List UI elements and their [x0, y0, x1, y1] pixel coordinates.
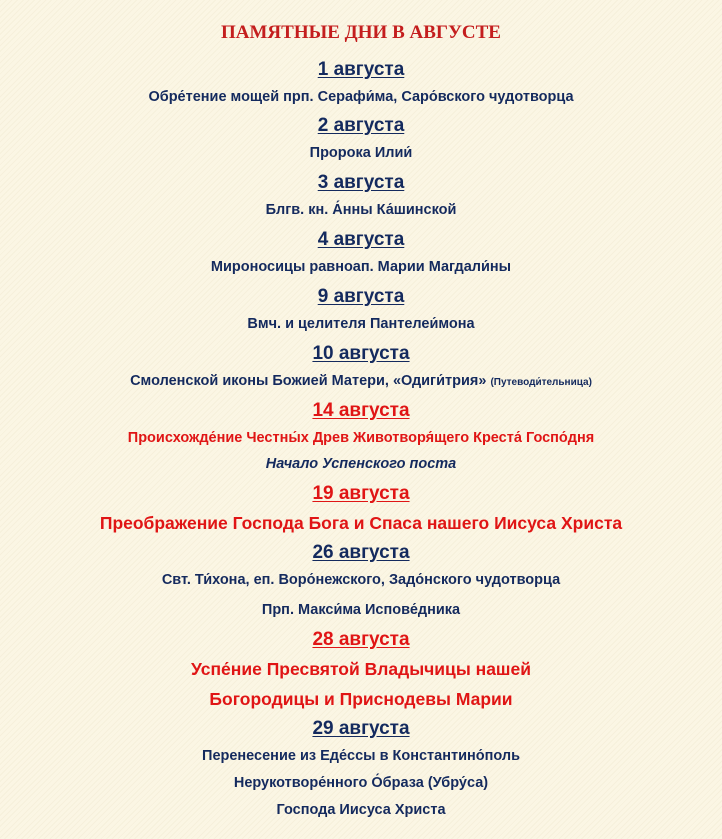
commemoration-text: Блгв. кн. А́нны Ка́шинской [265, 202, 457, 218]
date-heading: 1 августа [317, 59, 405, 80]
date-heading: 14 августа [312, 400, 410, 421]
commemoration-text: Перенесение из Еде́ссы в Константино́поль [202, 748, 520, 764]
date-heading: 4 августа [317, 229, 405, 250]
commemoration-row [0, 373, 722, 389]
date-heading: 29 августа [312, 718, 410, 739]
feast-text: Успе́ние Пресвятой Владычицы нашей [190, 659, 532, 679]
commemoration-text: Обре́тение мощей прп. Серафи́ма, Саро́вского чудотворца [148, 89, 574, 105]
commemoration-text: Нерукотворе́нного О́браза (Убру́са) [233, 775, 489, 791]
commemoration-text: Свт. Ти́хона, еп. Воро́нежского, Задо́нского чудотворца [161, 572, 561, 588]
commemoration-note: (Путеводи́тельница) [490, 377, 592, 388]
commemoration-text: Происхожде́ние Честны́х Древ Животворя́щего Креста́ Госпо́дня [127, 430, 595, 446]
commemoration-text: Прп. Макси́ма Испове́дника [261, 602, 461, 618]
date-heading: 2 августа [317, 115, 405, 136]
date-heading: 10 августа [312, 343, 410, 364]
commemoration-text: Господа Иисуса Христа [276, 802, 446, 818]
date-heading: 28 августа [312, 629, 410, 650]
feast-text: Богородицы и Приснодевы Марии [209, 689, 513, 709]
date-heading: 3 августа [317, 172, 405, 193]
page-title: ПАМЯТНЫЕ ДНИ В АВГУСТЕ [221, 22, 501, 43]
date-heading: 26 августа [312, 542, 410, 563]
date-heading: 9 августа [317, 286, 405, 307]
commemoration-text: Вмч. и целителя Пантелеи́мона [247, 316, 475, 332]
commemoration-text: Мироносицы равноап. Марии Магдали́ны [210, 259, 512, 275]
feast-text: Преображение Господа Бога и Спаса нашего Иисуса Христа [99, 513, 623, 533]
fast-note: Начало Успенского поста [265, 456, 457, 472]
date-heading: 19 августа [312, 483, 410, 504]
commemoration-text: Пророка Илии́ [309, 145, 413, 161]
commemoration-text: Смоленской иконы Божией Матери, «Одиги́трия» [130, 373, 487, 389]
